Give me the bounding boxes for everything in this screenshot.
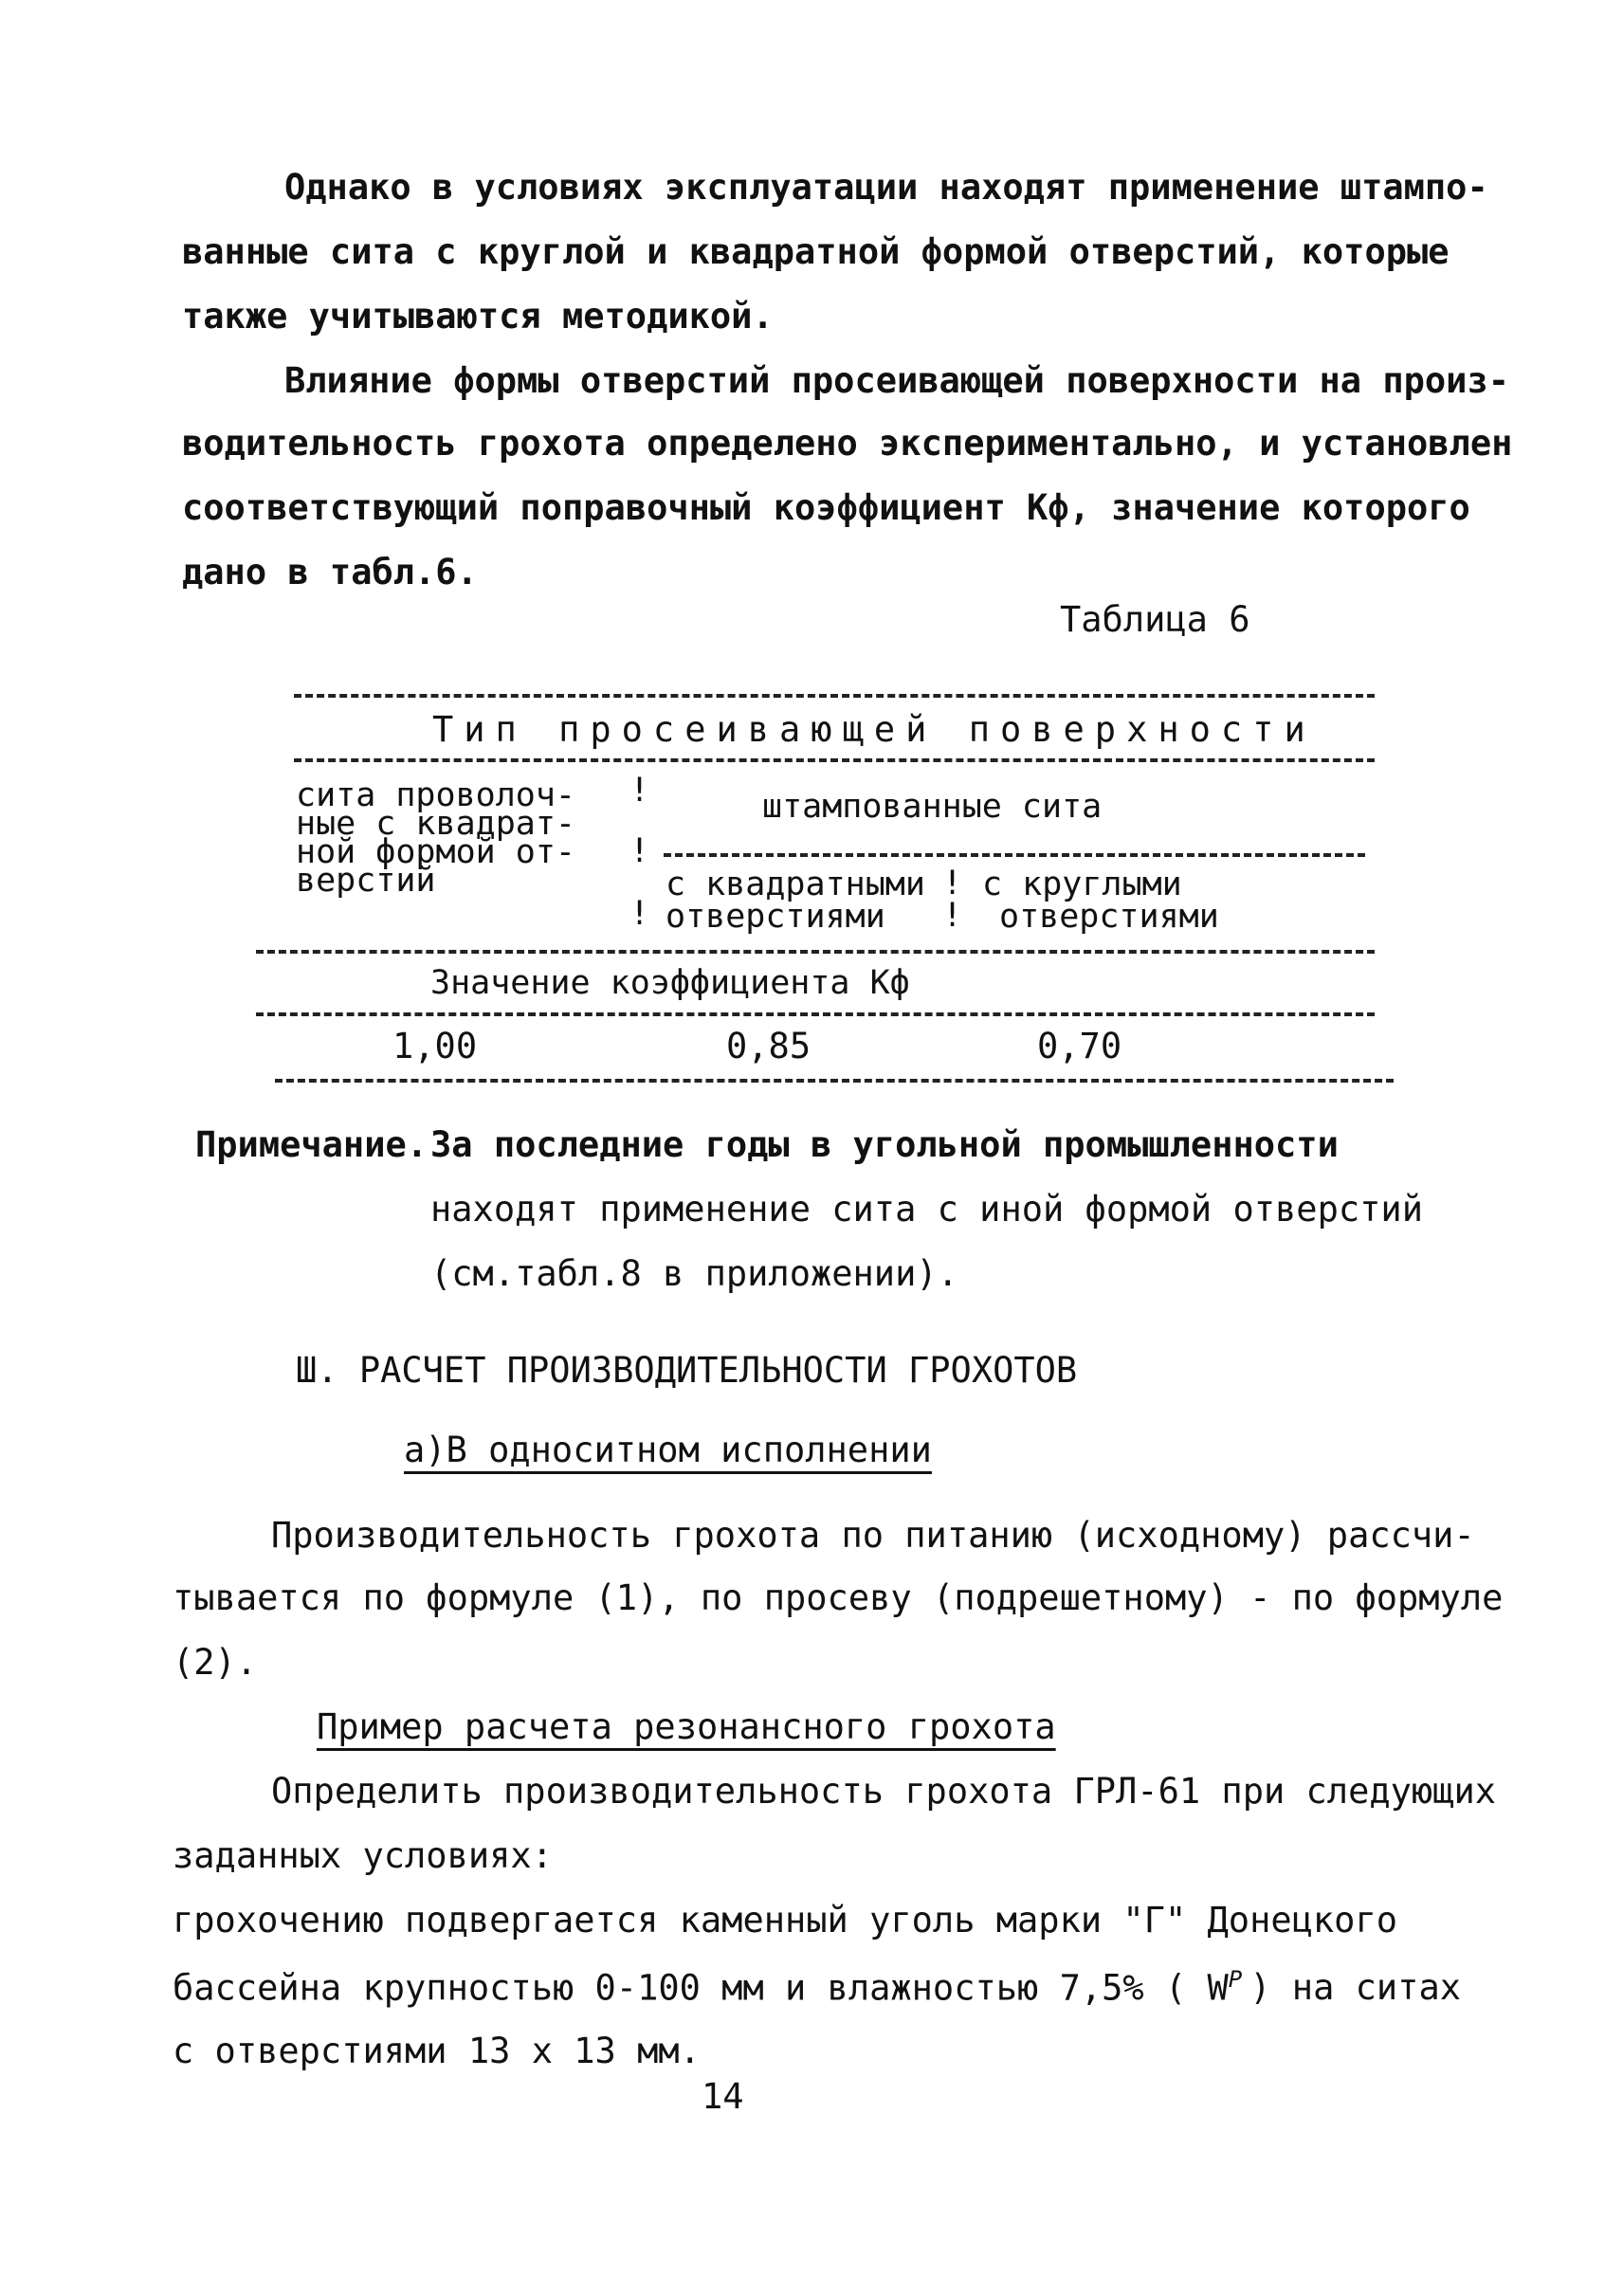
paragraph-1-line-3: также учитываются методикой. [182, 296, 774, 337]
col1-line-4: верстий [296, 862, 436, 900]
table-rule-mid [256, 950, 1375, 954]
paragraph-3-line-3: (2). [173, 1642, 258, 1683]
example-line-3: грохочению подвергается каменный уголь марки "Г" Донецкого [173, 1900, 1398, 1941]
col1-line-2: ные с квадрат- [296, 805, 576, 843]
table-subheader: Значение коэффициента Кф [430, 964, 910, 1002]
separator: ! [629, 772, 650, 810]
col3-line-1: с круглыми [982, 866, 1182, 903]
paragraph-1-line-1: Однако в условиях эксплуатации находят применение штампо- [284, 167, 1488, 208]
section-title: Ш. РАСЧЕТ ПРОИЗВОДИТЕЛЬНОСТИ ГРОХОТОВ [296, 1350, 1078, 1391]
moisture-superscript: P [1228, 1966, 1243, 1993]
value-wire-sieve: 1,00 [392, 1026, 478, 1066]
separator: ! [629, 832, 650, 870]
col2-line-2: отверстиями [666, 898, 885, 936]
page-number: 14 [702, 2076, 744, 2117]
separator: ! [942, 897, 963, 935]
paragraph-2-line-2: водительность грохота определено экспериментально, и установлен [182, 423, 1513, 464]
note-line-2: находят применение сита с иной формой отверстий [430, 1189, 1423, 1230]
example-line-4-text: бассейна крупностью 0-100 мм и влажностью 7,5% ( W [173, 1967, 1229, 2009]
example-line-1: Определить производительность грохота ГРЛ-61 при следующих [271, 1771, 1497, 1812]
paragraph-3-line-1: Производительность грохота по питанию (исходному) рассчи- [271, 1515, 1475, 1556]
example-line-4-tail: ) на ситах [1249, 1967, 1462, 2009]
paragraph-3-line-2: тывается по формуле (1), по просеву (подрешетному) - по формуле [173, 1577, 1504, 1618]
separator: ! [629, 895, 650, 933]
table-caption: Таблица 6 [1060, 599, 1250, 640]
col2-line-1: с квадратными [666, 866, 925, 903]
col-group-label: штампованные сита [762, 788, 1103, 826]
example-line-5: с отверстиями 13 х 13 мм. [173, 2031, 701, 2071]
section-subtitle: а)В односитном исполнении [404, 1430, 932, 1470]
col1-line-3: ной формой от- [296, 833, 576, 871]
paragraph-2-line-1: Влияние формы отверстий просеивающей поверхности на произ- [284, 360, 1510, 401]
paragraph-2-line-3: соответствующий поправочный коэффициент Кф, значение которого [182, 487, 1470, 528]
table-rule-header [294, 758, 1375, 762]
table-rule-top [294, 694, 1375, 698]
paragraph-1-line-2: ванные сита с круглой и квадратной формой отверстий, которые [182, 231, 1450, 272]
table-rule-group [664, 853, 1365, 857]
example-line-2: заданных условиях: [173, 1835, 553, 1876]
table-header: Тип просеивающей поверхности [432, 709, 1316, 750]
col1-line-1: сита проволоч- [296, 776, 576, 814]
note-line-3: (см.табл.8 в приложении). [430, 1253, 958, 1294]
col3-line-2: отверстиями [999, 898, 1219, 936]
value-round-holes: 0,70 [1037, 1026, 1122, 1066]
note-line-1: За последние годы в угольной промышленности [430, 1124, 1339, 1165]
example-line-4 [173, 1966, 1461, 2008]
note-label: Примечание. [195, 1124, 429, 1165]
paragraph-2-line-4: дано в табл.6. [182, 552, 478, 592]
example-title: Пример расчета резонансного грохота [317, 1706, 1056, 1747]
table-rule-bottom [275, 1079, 1394, 1083]
separator: ! [942, 865, 963, 902]
table-rule-values [256, 1012, 1375, 1016]
value-square-holes: 0,85 [726, 1026, 812, 1066]
